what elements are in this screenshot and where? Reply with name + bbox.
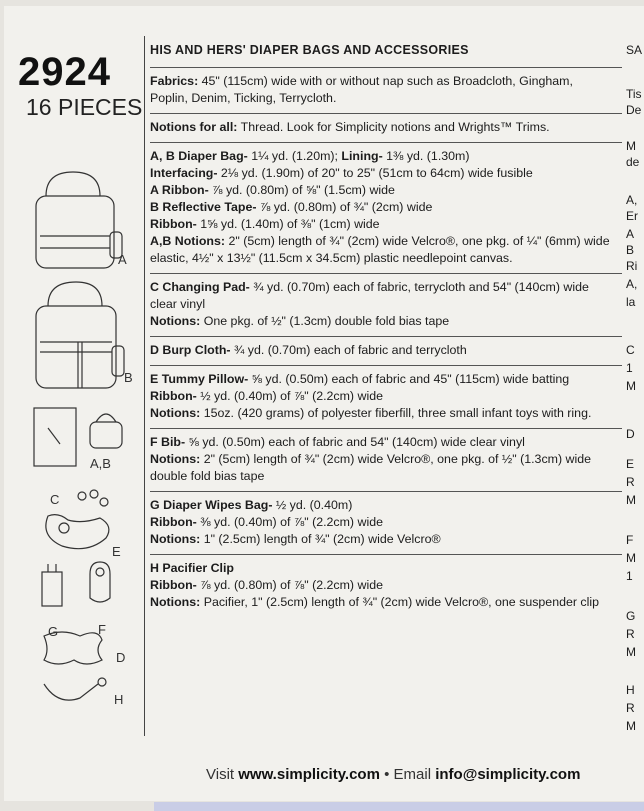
requirement-line	[150, 371, 622, 388]
requirement-label: C Changing Pad-	[150, 280, 250, 294]
cutoff-text: A,	[626, 193, 638, 207]
requirement-text: clear vinyl	[150, 297, 206, 311]
requirement-line	[150, 165, 622, 182]
email-link[interactable]: info@simplicity.com	[435, 766, 581, 783]
requirement-label: A, B Diaper Bag-	[150, 149, 248, 163]
requirement-text: ⅞ yd. (0.80m) of ⅞" (2.2cm) wide	[196, 578, 383, 592]
requirement-text: 1⅜ yd. (1.30m)	[382, 149, 470, 163]
requirement-text: 1⅝ yd. (1.40m) of ⅜" (1cm) wide	[196, 217, 380, 231]
pattern-number: 2924	[18, 50, 111, 94]
cutoff-text: de	[626, 155, 640, 169]
requirement-text: One pkg. of ½" (1.3cm) double fold bias tape	[200, 314, 450, 328]
illustration-label-e: E	[112, 544, 121, 559]
requirement-label: Notions:	[150, 452, 201, 466]
requirement-label: Notions:	[150, 406, 201, 420]
requirement-label: Lining-	[341, 149, 383, 163]
cutoff-text: E	[626, 457, 635, 471]
cutoff-text: D	[626, 427, 635, 441]
requirement-label: A,B Notions:	[150, 234, 226, 248]
requirement-text: ¾ yd. (0.70m) each of fabric and terrycloth	[230, 343, 467, 357]
cutoff-text: C	[626, 343, 635, 357]
requirement-label: H Pacifier Clip	[150, 561, 235, 575]
cutoff-text: la	[626, 295, 636, 309]
requirement-line	[150, 90, 622, 107]
cutoff-text: R	[626, 627, 635, 641]
requirement-text: ⅝ yd. (0.50m) each of fabric and 45" (115cm) wide batting	[248, 372, 570, 386]
requirement-section	[150, 273, 622, 336]
left-column	[4, 6, 144, 766]
right-column-cutoff	[626, 42, 644, 742]
requirement-text: ⅜ yd. (0.40m) of ⅞" (2.2cm) wide	[196, 515, 383, 529]
piece-count: 16 PIECES	[26, 94, 143, 120]
requirement-line	[150, 594, 622, 611]
requirement-line	[150, 577, 622, 594]
requirement-text: 1" (2.5cm) length of ¾" (2cm) wide Velcro®	[200, 532, 441, 546]
requirement-text: 15oz. (420 grams) of polyester fiberfill, three small infant toys with ring.	[200, 406, 592, 420]
requirement-text: ½ yd. (0.40m)	[272, 498, 353, 512]
requirement-line	[150, 216, 622, 233]
requirement-section	[150, 554, 622, 617]
illustration-label-c: C	[50, 492, 60, 507]
requirement-text: Pacifier, 1" (2.5cm) length of ¾" (2cm) wide Velcro®, one suspender clip	[200, 595, 600, 609]
requirement-text: elastic, 4½" x 13½" (11.5cm x 34.5cm) plastic needlepoint canvas.	[150, 251, 513, 265]
requirement-line	[150, 313, 622, 330]
cutoff-text: M	[626, 645, 636, 659]
requirement-line	[150, 182, 622, 199]
requirement-text: ⅞ yd. (0.80m) of ¾" (2cm) wide	[256, 200, 433, 214]
pattern-title: HIS AND HERS' DIAPER BAGS AND ACCESSORIES	[150, 43, 469, 57]
requirement-line	[150, 468, 622, 485]
requirement-label: Ribbon-	[150, 515, 197, 529]
requirement-line	[150, 342, 622, 359]
line-drawings	[18, 166, 138, 726]
cutoff-text: R	[626, 701, 635, 715]
requirement-line	[150, 119, 622, 136]
requirement-text: 2⅛ yd. (1.90m) of 20" to 25" (51cm to 64cm) wide fusible	[217, 166, 533, 180]
requirement-text: 1¼ yd. (1.20m);	[247, 149, 342, 163]
requirement-text: Poplin, Denim, Ticking, Terrycloth.	[150, 91, 337, 105]
requirement-line	[150, 560, 622, 577]
column-divider	[144, 36, 145, 736]
cutoff-text: Tis	[626, 87, 642, 101]
requirement-label: Notions:	[150, 532, 201, 546]
cutoff-text: Er	[626, 209, 638, 223]
requirement-label: Notions for all:	[150, 120, 238, 134]
requirement-section	[150, 67, 622, 113]
requirement-text: ¾ yd. (0.70m) each of fabric, terrycloth and 54" (140cm) wide	[249, 280, 589, 294]
cutoff-text: M	[626, 719, 636, 733]
requirement-label: Ribbon-	[150, 217, 197, 231]
cutoff-text: M	[626, 551, 636, 565]
cutoff-text: H	[626, 683, 635, 697]
illustration-label-b: B	[124, 370, 133, 385]
cutoff-text: 1	[626, 569, 633, 583]
requirement-section	[150, 113, 622, 142]
requirement-line	[150, 531, 622, 548]
requirement-text: double fold bias tape	[150, 469, 265, 483]
bottom-strip	[154, 802, 644, 811]
requirement-section	[150, 142, 622, 273]
illustration-label-g: G	[48, 624, 59, 639]
requirement-section	[150, 491, 622, 554]
requirement-label: G Diaper Wipes Bag-	[150, 498, 273, 512]
footer-separator: • Email	[379, 766, 436, 783]
footer-contact	[206, 766, 580, 783]
cutoff-text: De	[626, 103, 642, 117]
pattern-envelope-back	[4, 6, 644, 801]
yardage-chart	[150, 42, 622, 617]
cutoff-text: M	[626, 493, 636, 507]
requirement-label: Notions:	[150, 595, 201, 609]
requirement-text: Thread. Look for Simplicity notions and Wrights™ Trims.	[237, 120, 550, 134]
requirement-line	[150, 497, 622, 514]
requirement-label: B Reflective Tape-	[150, 200, 257, 214]
illustration-label-h: H	[114, 692, 124, 707]
requirements-list	[150, 67, 622, 617]
requirement-label: Interfacing-	[150, 166, 218, 180]
requirement-line	[150, 233, 622, 250]
requirement-text: 2" (5cm) length of ¾" (2cm) wide Velcro®, one pkg. of ¼" (6mm) wide	[225, 234, 610, 248]
requirement-section	[150, 428, 622, 491]
illustration-label-d: D	[116, 650, 126, 665]
requirement-label: Ribbon-	[150, 578, 197, 592]
requirement-line	[150, 199, 622, 216]
illustration-label-ab: A,B	[90, 456, 111, 471]
cutoff-text: Ri	[626, 259, 638, 273]
cutoff-text: A	[626, 227, 635, 241]
requirement-text: ½ yd. (0.40m) of ⅞" (2.2cm) wide	[196, 389, 383, 403]
requirement-label: Notions:	[150, 314, 201, 328]
requirement-line	[150, 514, 622, 531]
requirement-label: Fabrics:	[150, 74, 199, 88]
requirement-text: ⅞ yd. (0.80m) of ⅝" (1.5cm) wide	[208, 183, 395, 197]
requirement-text: ⅝ yd. (0.50m) each of fabric and 54" (140cm) wide clear vinyl	[185, 435, 525, 449]
cutoff-text: R	[626, 475, 635, 489]
footer-prefix: Visit	[206, 766, 239, 783]
cutoff-text: A,	[626, 277, 638, 291]
requirement-label: Ribbon-	[150, 389, 197, 403]
cutoff-text: G	[626, 609, 636, 623]
pattern-line-art	[18, 166, 138, 726]
requirement-line	[150, 148, 622, 165]
requirement-line	[150, 405, 622, 422]
requirement-label: E Tummy Pillow-	[150, 372, 249, 386]
requirement-section	[150, 336, 622, 365]
requirement-line	[150, 296, 622, 313]
requirement-label: F Bib-	[150, 435, 186, 449]
website-link[interactable]: www.simplicity.com	[238, 766, 380, 783]
requirement-text: 2" (5cm) length of ¾" (2cm) wide Velcro®, one pkg. of ½" (1.3cm) wide	[200, 452, 592, 466]
illustration-label-f: F	[98, 622, 106, 637]
requirement-label: D Burp Cloth-	[150, 343, 231, 357]
cutoff-text: SA	[626, 43, 643, 57]
requirement-line	[150, 388, 622, 405]
cutoff-text: M	[626, 139, 636, 153]
requirement-text: 45" (115cm) wide with or without nap such as Broadcloth, Gingham,	[198, 74, 573, 88]
requirement-line	[150, 434, 622, 451]
requirement-line	[150, 250, 622, 267]
requirement-line	[150, 279, 622, 296]
requirement-line	[150, 73, 622, 90]
requirement-line	[150, 451, 622, 468]
cutoff-text: 1	[626, 361, 633, 375]
requirement-section	[150, 365, 622, 428]
cutoff-text: F	[626, 533, 634, 547]
cutoff-text: B	[626, 243, 635, 257]
cutoff-text: M	[626, 379, 636, 393]
requirement-label: A Ribbon-	[150, 183, 209, 197]
illustration-label-a: A	[118, 252, 127, 267]
